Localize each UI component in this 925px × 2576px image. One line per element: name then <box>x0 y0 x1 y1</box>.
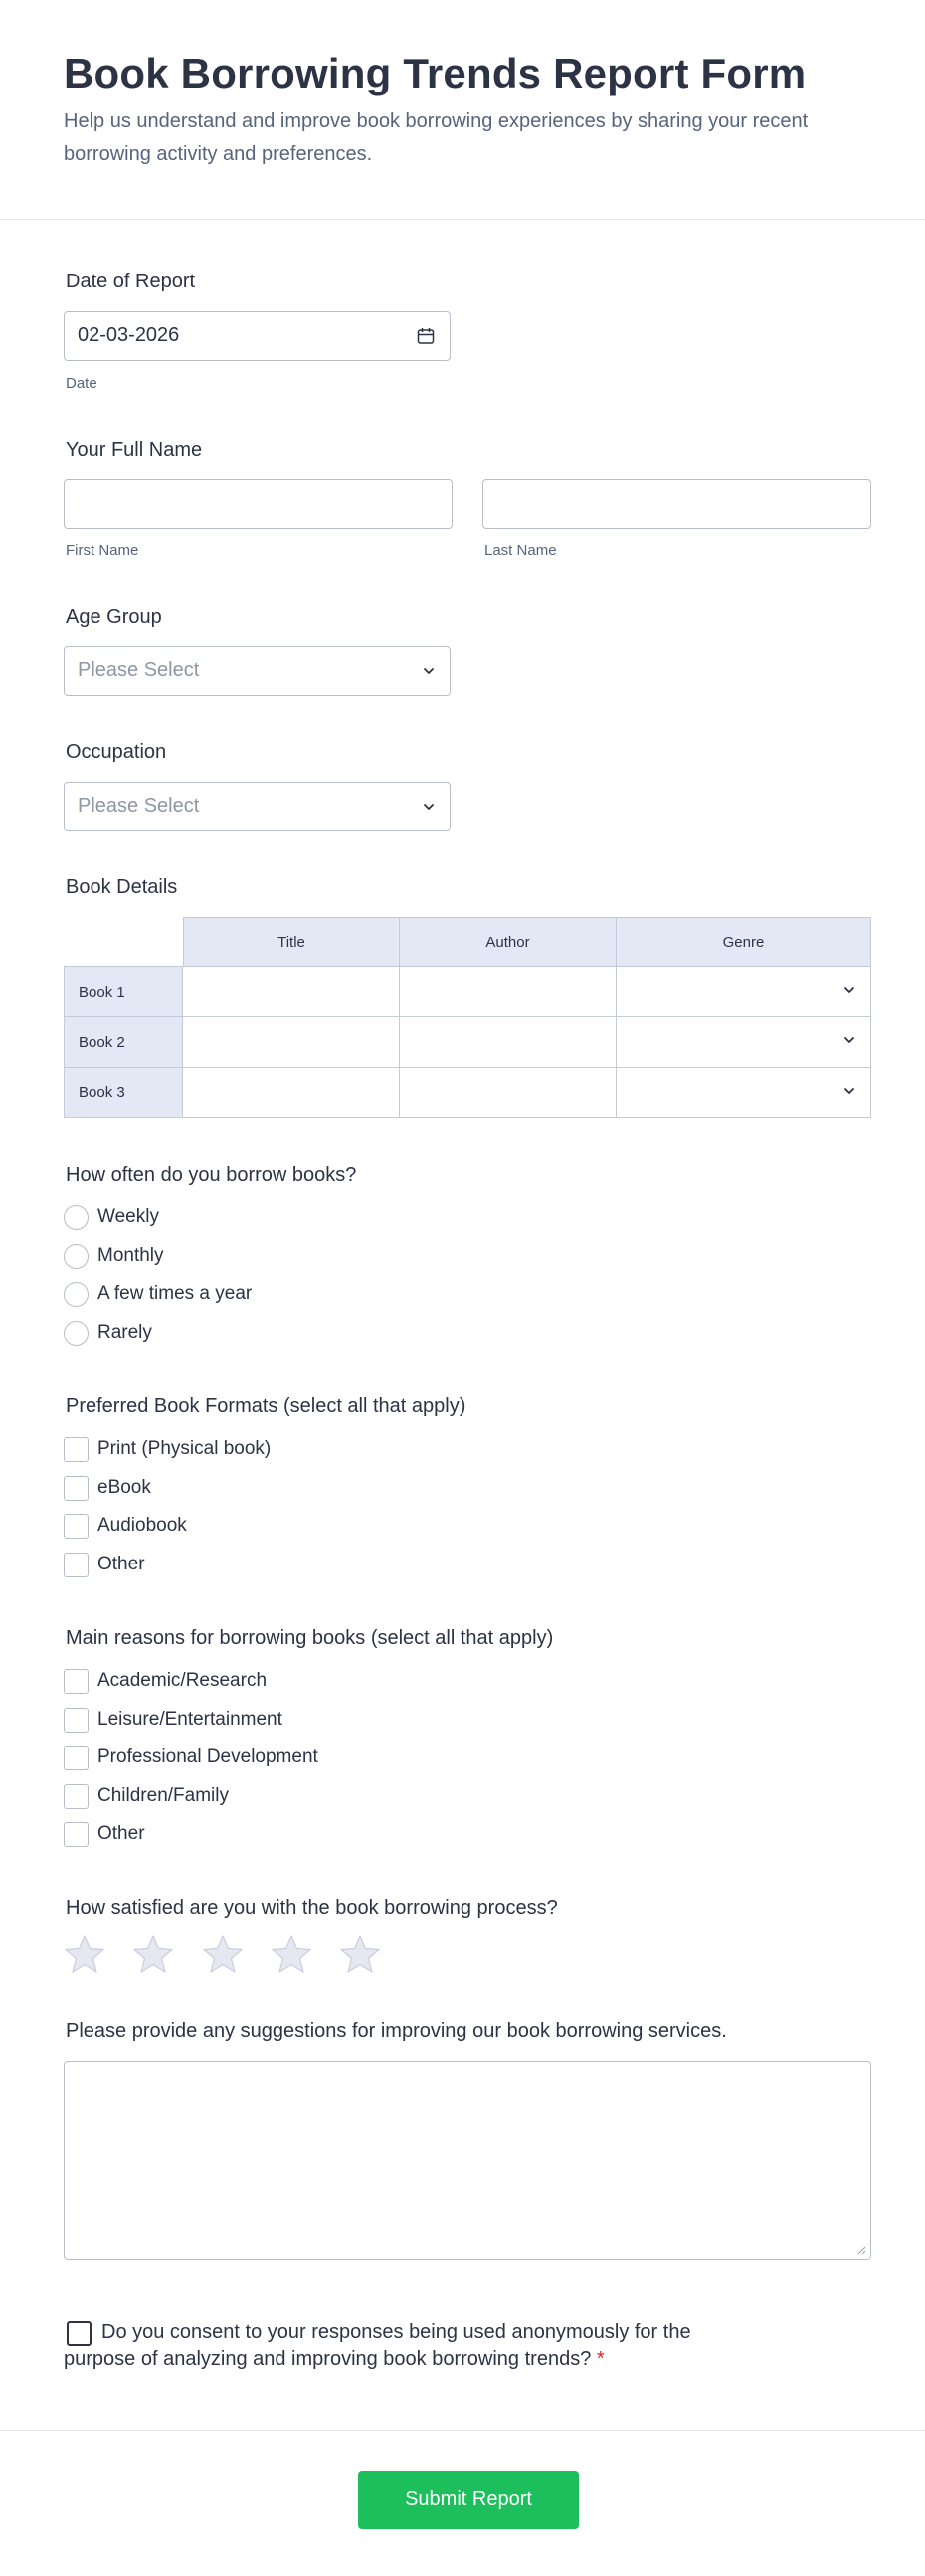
calendar-icon[interactable] <box>416 326 436 346</box>
form-footer <box>0 2430 925 2576</box>
radio-option-few-times-year[interactable] <box>64 1281 252 1307</box>
required-mark: * <box>596 2348 605 2370</box>
book-3-author-input[interactable] <box>399 1067 617 1118</box>
option-label: Academic/Research <box>97 1670 268 1691</box>
radio-option-weekly[interactable] <box>64 1204 159 1230</box>
checkbox[interactable] <box>64 1708 89 1733</box>
option-label: Monthly <box>97 1245 164 1266</box>
date-input[interactable] <box>64 311 451 361</box>
book-1-title-input[interactable] <box>182 966 400 1017</box>
checkbox-option-audiobook[interactable] <box>64 1513 187 1539</box>
book-2-title-input[interactable] <box>182 1016 400 1068</box>
option-label: Weekly <box>97 1206 159 1227</box>
checkbox[interactable] <box>64 1553 89 1577</box>
book-details-label: Book Details <box>66 876 178 898</box>
consent-text: purpose of analyzing and improving book borrowing trends? <box>64 2348 592 2370</box>
book-3-title-input[interactable] <box>182 1067 400 1118</box>
frequency-label: How often do you borrow books? <box>66 1164 357 1186</box>
suggestions-label: Please provide any suggestions for improving our book borrowing services. <box>66 2020 727 2042</box>
radio-option-rarely[interactable] <box>64 1320 152 1346</box>
book-2-author-input[interactable] <box>399 1016 617 1068</box>
row-header-book-2: Book 2 <box>64 1016 183 1068</box>
row-header-book-3: Book 3 <box>64 1067 183 1118</box>
checkbox-option-children[interactable] <box>64 1783 229 1809</box>
date-value: 02-03-2026 <box>78 324 180 346</box>
option-label: eBook <box>97 1477 151 1498</box>
page-subtitle: Help us understand and improve book borrowing experiences by sharing your recent borrowing activity and preferences. <box>64 110 809 165</box>
column-header-author: Author <box>399 917 617 967</box>
option-label: Audiobook <box>97 1515 187 1536</box>
satisfaction-label: How satisfied are you with the book borrowing process? <box>66 1897 558 1919</box>
chevron-down-icon <box>840 1082 858 1100</box>
checkbox-option-academic[interactable] <box>64 1668 267 1694</box>
chevron-down-icon <box>420 798 438 816</box>
checkbox[interactable] <box>64 1822 89 1847</box>
age-group-placeholder: Please Select <box>78 659 200 681</box>
star-icon[interactable] <box>271 1934 312 1974</box>
full-name-label: Your Full Name <box>66 439 203 460</box>
option-label: Professional Development <box>97 1747 318 1767</box>
formats-label: Preferred Book Formats (select all that apply) <box>66 1395 466 1417</box>
occupation-select[interactable] <box>64 782 451 831</box>
age-group-select[interactable] <box>64 646 451 696</box>
radio-button[interactable] <box>64 1205 89 1230</box>
checkbox-option-print[interactable] <box>64 1436 271 1462</box>
checkbox-option-ebook[interactable] <box>64 1475 151 1501</box>
option-label: Other <box>97 1554 145 1574</box>
submit-button[interactable]: Submit Report <box>358 2471 579 2529</box>
star-icon[interactable] <box>339 1934 381 1974</box>
book-1-genre-select[interactable] <box>616 966 871 1017</box>
radio-button[interactable] <box>64 1321 89 1346</box>
option-label: Leisure/Entertainment <box>97 1709 282 1730</box>
suggestions-textarea[interactable] <box>64 2061 871 2260</box>
consent-text-line-2 <box>64 2348 605 2371</box>
checkbox-option-leisure[interactable] <box>64 1707 282 1733</box>
consent-checkbox[interactable] <box>67 2321 92 2346</box>
chevron-down-icon <box>840 981 858 999</box>
consent-text-line-1: Do you consent to your responses being used anonymously for the <box>101 2321 691 2343</box>
book-3-genre-select[interactable] <box>616 1067 871 1118</box>
option-label: Print (Physical book) <box>97 1438 272 1459</box>
checkbox-option-other-reason[interactable] <box>64 1821 145 1847</box>
chevron-down-icon <box>840 1031 858 1049</box>
checkbox[interactable] <box>64 1437 89 1462</box>
resize-handle-icon[interactable] <box>856 2245 866 2255</box>
occupation-label: Occupation <box>66 741 167 763</box>
star-icon[interactable] <box>64 1934 105 1974</box>
occupation-placeholder: Please Select <box>78 795 200 817</box>
star-icon[interactable] <box>202 1934 244 1974</box>
checkbox-option-other-format[interactable] <box>64 1552 145 1577</box>
date-sublabel: Date <box>66 375 97 392</box>
reasons-label: Main reasons for borrowing books (select all that apply) <box>66 1627 554 1649</box>
checkbox[interactable] <box>64 1514 89 1539</box>
last-name-sublabel: Last Name <box>484 542 557 559</box>
book-1-author-input[interactable] <box>399 966 617 1017</box>
checkbox[interactable] <box>64 1784 89 1809</box>
row-header-book-1: Book 1 <box>64 966 183 1017</box>
date-label: Date of Report <box>66 271 196 292</box>
checkbox[interactable] <box>64 1476 89 1501</box>
option-label: Other <box>97 1823 145 1844</box>
option-label: Children/Family <box>97 1785 229 1806</box>
last-name-input[interactable] <box>482 479 871 529</box>
option-label: Rarely <box>97 1322 152 1343</box>
book-2-genre-select[interactable] <box>616 1016 871 1068</box>
chevron-down-icon <box>420 662 438 680</box>
first-name-sublabel: First Name <box>66 542 139 559</box>
column-header-title: Title <box>183 917 400 967</box>
option-label: A few times a year <box>97 1283 253 1304</box>
column-header-genre: Genre <box>616 917 871 967</box>
star-icon[interactable] <box>132 1934 174 1974</box>
radio-button[interactable] <box>64 1282 89 1307</box>
radio-option-monthly[interactable] <box>64 1243 164 1269</box>
checkbox-option-professional[interactable] <box>64 1745 318 1770</box>
form-header <box>0 0 925 220</box>
age-group-label: Age Group <box>66 606 162 628</box>
radio-button[interactable] <box>64 1244 89 1269</box>
checkbox[interactable] <box>64 1669 89 1694</box>
page-title: Book Borrowing Trends Report Form <box>64 50 807 96</box>
first-name-input[interactable] <box>64 479 453 529</box>
checkbox[interactable] <box>64 1746 89 1770</box>
